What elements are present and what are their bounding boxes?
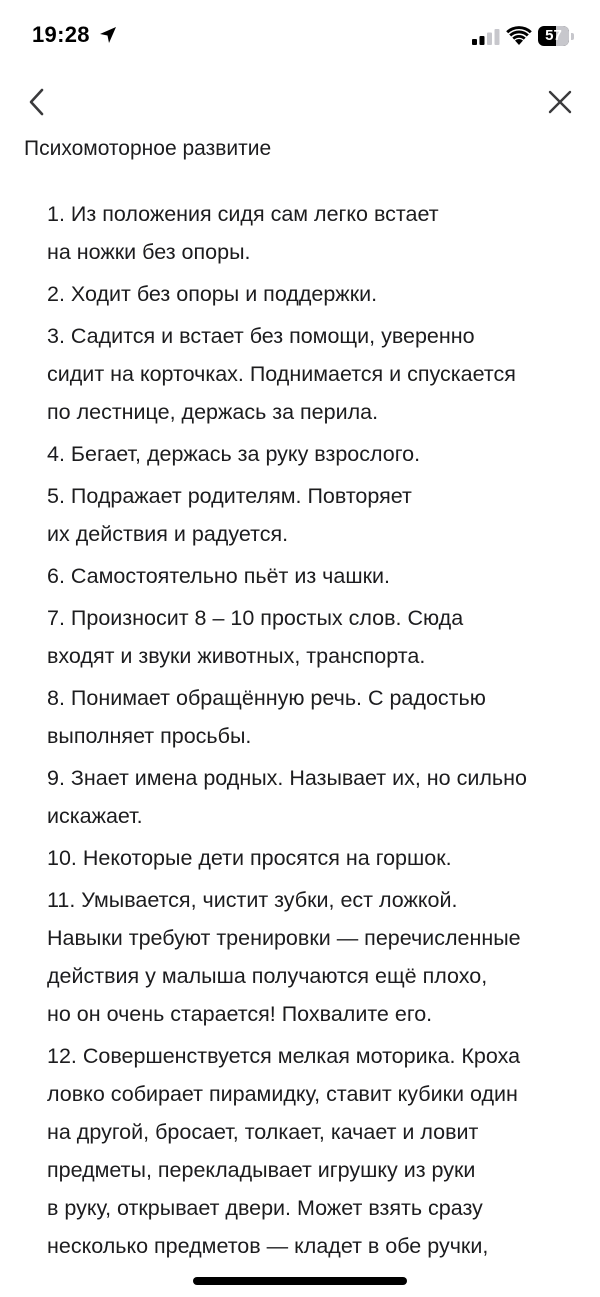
list-item-line: в руку, открывает двери. Может взять сразу — [47, 1196, 483, 1220]
list-item-line: на другой, бросает, толкает, качает и ловит — [47, 1120, 479, 1144]
list-item-line: 7. Произносит 8 – 10 простых слов. Сюда — [47, 606, 464, 630]
list-item — [47, 599, 587, 675]
list-item — [47, 195, 587, 271]
status-bar — [0, 0, 600, 70]
section-title: Психомоторное развитие — [24, 137, 272, 160]
list-item — [47, 275, 587, 313]
list-item-line: ловко собирает пирамидку, ставит кубики один — [47, 1082, 518, 1106]
list-item-line: 5. Подражает родителям. Повторяет — [47, 484, 412, 508]
development-milestones-list — [47, 195, 587, 1269]
list-item-line: действия у малыша получаются ещё плохо, — [47, 964, 488, 988]
list-item-line: сидит на корточках. Поднимается и спускается — [47, 362, 516, 386]
list-item-line: 1. Из положения сидя сам легко встает — [47, 202, 439, 226]
list-item — [47, 557, 587, 595]
list-item — [47, 477, 587, 553]
list-item-line: 10. Некоторые дети просятся на горшок. — [47, 846, 452, 870]
close-icon — [550, 92, 570, 112]
list-item-line: 11. Умывается, чистит зубки, ест ложкой. — [47, 888, 458, 912]
list-item — [47, 759, 587, 835]
home-indicator[interactable] — [193, 1277, 407, 1285]
list-item — [47, 839, 587, 877]
battery-level: 57 — [545, 27, 562, 44]
list-item-line: по лестнице, держась за перила. — [47, 400, 379, 424]
list-item-line: 4. Бегает, держась за руку взрослого. — [47, 442, 421, 466]
list-item-line: но он очень старается! Похвалите его. — [47, 1002, 433, 1026]
close-button[interactable] — [542, 84, 578, 120]
battery-body — [538, 26, 569, 46]
list-item — [47, 881, 587, 1033]
location-arrow-icon — [98, 25, 118, 45]
list-item — [47, 317, 587, 431]
list-item — [47, 435, 587, 473]
list-item-line: их действия и радуется. — [47, 522, 289, 546]
list-item-line: 9. Знает имена родных. Называет их, но сильно — [47, 766, 527, 790]
cellular-signal-icon — [472, 29, 500, 45]
list-item-line: искажает. — [47, 804, 143, 828]
list-item-line: 3. Садится и встает без помощи, уверенно — [47, 324, 475, 348]
list-item-line: несколько предметов — кладет в обе ручки, — [47, 1234, 489, 1258]
list-item-line: предметы, перекладывает игрушку из руки — [47, 1158, 476, 1182]
list-item-line: выполняет просьбы. — [47, 724, 252, 748]
battery-icon — [538, 26, 576, 46]
chevron-left-icon — [31, 90, 42, 114]
nav-bar — [0, 80, 600, 124]
status-time: 19:28 — [32, 22, 90, 47]
list-item-line: 12. Совершенствуется мелкая моторика. Кроха — [47, 1044, 521, 1068]
list-item — [47, 679, 587, 755]
list-item-line: Навыки требуют тренировки — перечисленные — [47, 926, 521, 950]
list-item-line: 6. Самостоятельно пьёт из чашки. — [47, 564, 390, 588]
list-item — [47, 1037, 587, 1265]
back-button[interactable] — [22, 84, 54, 120]
battery-cap — [571, 33, 574, 40]
list-item-line: 8. Понимает обращённую речь. С радостью — [47, 686, 486, 710]
list-item-line: входят и звуки животных, транспорта. — [47, 644, 426, 668]
list-item-line: 2. Ходит без опоры и поддержки. — [47, 282, 378, 306]
wifi-icon — [506, 26, 532, 46]
list-item-line: на ножки без опоры. — [47, 240, 251, 264]
